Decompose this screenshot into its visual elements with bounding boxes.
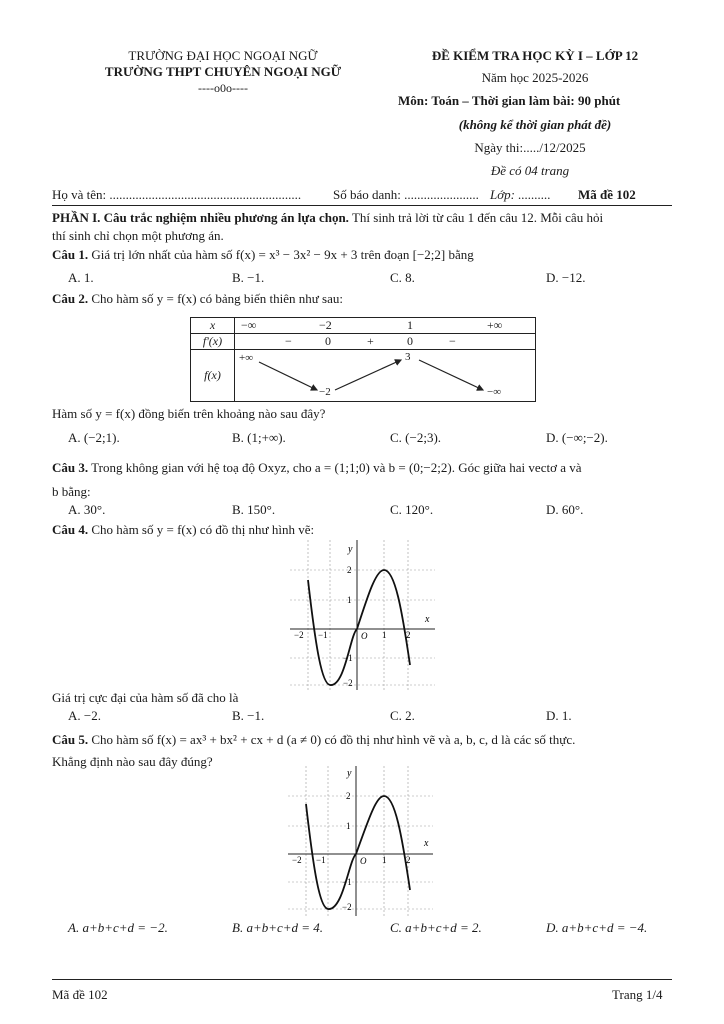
vt-fp-label: f'(x) (191, 334, 235, 350)
question-3 (52, 460, 581, 476)
part1-instruction: Thí sinh trả lời từ câu 1 đến câu 12. Mỗi câu hỏi (348, 210, 604, 225)
q3-text: Trong không gian với hệ toạ độ Oxyz, cho a = (1;1;0) và b = (0;−2;2). Góc giữa hai vectơ a và (88, 460, 582, 475)
q5-question: Khẳng định nào sau đây đúng? (52, 754, 213, 769)
q1-option-d: D. −12. (546, 270, 586, 285)
page-count: Đề có 04 trang (490, 163, 570, 178)
q4-option-d: D. 1. (546, 708, 572, 723)
variation-table (190, 317, 536, 402)
question-1 (52, 247, 474, 263)
vt-fp-row (235, 334, 536, 350)
q4-origin-label: O (361, 631, 368, 641)
vt-sign-3: + (367, 334, 374, 348)
exam-code: Mã đề 102 (578, 187, 636, 202)
q4-ytick-1: 1 (347, 595, 352, 605)
q4-x-axis-label: x (425, 614, 430, 625)
q1-text: Giá trị lớn nhất của hàm số f(x) = x³ − 3x² − 9x + 3 trên đoạn [−2;2] bằng (88, 247, 474, 262)
q4-y-axis-label: y (348, 544, 353, 555)
q4-xtick-minus2: −2 (294, 630, 304, 640)
part1-instruction-2: thí sinh chỉ chọn một phương án. (52, 228, 224, 243)
q5-ytick-2: 2 (346, 791, 351, 801)
header-decoration: ----o0o---- (198, 81, 248, 95)
q4-text: Cho hàm số y = f(x) có đồ thị như hình vẽ: (88, 522, 315, 537)
q5-xtick-1: 1 (382, 855, 387, 865)
q4-xtick-1: 1 (382, 630, 387, 640)
time-note: (không kể thời gian phát đề) (458, 117, 612, 132)
vt-f-label: f(x) (191, 350, 235, 402)
q4-xtick-minus1: −1 (318, 630, 328, 640)
vt-arrows (235, 350, 535, 402)
q5-ytick-minus2: −2 (342, 902, 352, 912)
q2-option-d: D. (−∞;−2). (546, 430, 608, 445)
header-divider (52, 205, 672, 206)
q1-option-a: A. 1. (68, 270, 94, 285)
vt-sign-5: − (449, 334, 456, 348)
q5-option-c: C. a+b+c+d = 2. (390, 920, 482, 935)
subject-text: Môn: Toán – Thời gian làm bài: 90 phút (398, 93, 621, 108)
class-field: Lớp: .......... (490, 187, 551, 202)
vt-x-label: x (191, 318, 235, 334)
q3-label: Câu 3. (52, 460, 89, 475)
footer-page-number: Trang 1/4 (612, 987, 663, 1002)
q5-option-b: B. a+b+c+d = 4. (232, 920, 324, 935)
student-name-field: Họ và tên: ........................................................... (52, 187, 302, 202)
exam-date: Ngày thi:...../12/2025 (474, 140, 586, 155)
q1-option-c: C. 8. (390, 270, 415, 285)
q4-ytick-minus1: −1 (343, 653, 353, 663)
q4-ytick-minus2: −2 (343, 678, 353, 688)
q4-graph (290, 540, 435, 690)
q5-ytick-minus1: −1 (342, 877, 352, 887)
student-id-field: Số báo danh: ....................... (333, 187, 479, 202)
vt-f-3: 3 (405, 351, 411, 363)
q3-option-a: A. 30°. (68, 502, 106, 517)
vt-x-row (235, 318, 536, 334)
q5-xtick-minus2: −2 (292, 855, 302, 865)
vt-x-minus2: −2 (319, 318, 332, 332)
q2-label: Câu 2. (52, 291, 89, 306)
q4-question: Giá trị cực đại của hàm số đã cho là (52, 690, 239, 705)
subject-line (398, 93, 620, 109)
q5-y-axis-label: y (347, 768, 352, 779)
q5-option-a: A. a+b+c+d = −2. (68, 920, 168, 935)
q2-question: Hàm số y = f(x) đồng biến trên khoảng nào sau đây? (52, 406, 326, 421)
q5-graph (288, 766, 433, 916)
school-year: Năm học 2025-2026 (481, 70, 589, 85)
vt-x-pos-inf: +∞ (487, 318, 503, 332)
q5-xtick-minus1: −1 (316, 855, 326, 865)
q4-option-a: A. −2. (68, 708, 101, 723)
q2-option-c: C. (−2;3). (390, 430, 442, 445)
part1-heading-line (52, 210, 603, 226)
q1-option-b: B. −1. (232, 270, 265, 285)
part1-heading: PHẦN I. Câu trắc nghiệm nhiều phương án lựa chọn. (52, 210, 349, 225)
q3-option-c: C. 120°. (390, 502, 434, 517)
q2-option-a: A. (−2;1). (68, 430, 120, 445)
vt-x-1: 1 (407, 318, 413, 332)
vt-sign-1: − (285, 334, 292, 348)
exam-title: ĐỀ KIỂM TRA HỌC KỲ I – LỚP 12 (431, 48, 639, 63)
question-5 (52, 732, 575, 748)
vt-f-pos-inf: +∞ (239, 352, 254, 364)
vt-sign-2: 0 (325, 334, 331, 348)
q4-xtick-2: 2 (406, 630, 411, 640)
question-4 (52, 522, 314, 538)
vt-f-minus2: −2 (319, 386, 331, 398)
q2-option-b: B. (1;+∞). (232, 430, 286, 445)
footer-divider (52, 979, 672, 980)
school-name-1: TRƯỜNG ĐẠI HỌC NGOẠI NGỮ (128, 48, 318, 63)
q5-xtick-2: 2 (406, 855, 411, 865)
q5-ytick-1: 1 (346, 821, 351, 831)
q5-origin-label: O (360, 856, 367, 866)
vt-sign-4: 0 (407, 334, 413, 348)
q5-label: Câu 5. (52, 732, 89, 747)
q2-text: Cho hàm số y = f(x) có bảng biến thiên như sau: (88, 291, 343, 306)
footer-exam-code: Mã đề 102 (52, 987, 108, 1002)
question-2 (52, 291, 343, 307)
vt-x-neg-inf: −∞ (241, 318, 257, 332)
school-name-2: TRƯỜNG THPT CHUYÊN NGOẠI NGỮ (104, 64, 342, 79)
q3-option-b: B. 150°. (232, 502, 276, 517)
q4-ytick-2: 2 (347, 565, 352, 575)
q3-option-d: D. 60°. (546, 502, 584, 517)
q5-option-d: D. a+b+c+d = −4. (546, 920, 648, 935)
q5-text: Cho hàm số f(x) = ax³ + bx² + cx + d (a ≠ 0) có đồ thị như hình vẽ và a, b, c, d là các số thực. (88, 732, 576, 747)
q4-label: Câu 4. (52, 522, 89, 537)
vt-f-row (235, 350, 536, 402)
q3-text-2: b bằng: (52, 484, 91, 499)
vt-f-neg-inf: −∞ (487, 386, 502, 398)
q5-x-axis-label: x (424, 838, 429, 849)
q4-option-b: B. −1. (232, 708, 265, 723)
q1-label: Câu 1. (52, 247, 89, 262)
q4-option-c: C. 2. (390, 708, 415, 723)
